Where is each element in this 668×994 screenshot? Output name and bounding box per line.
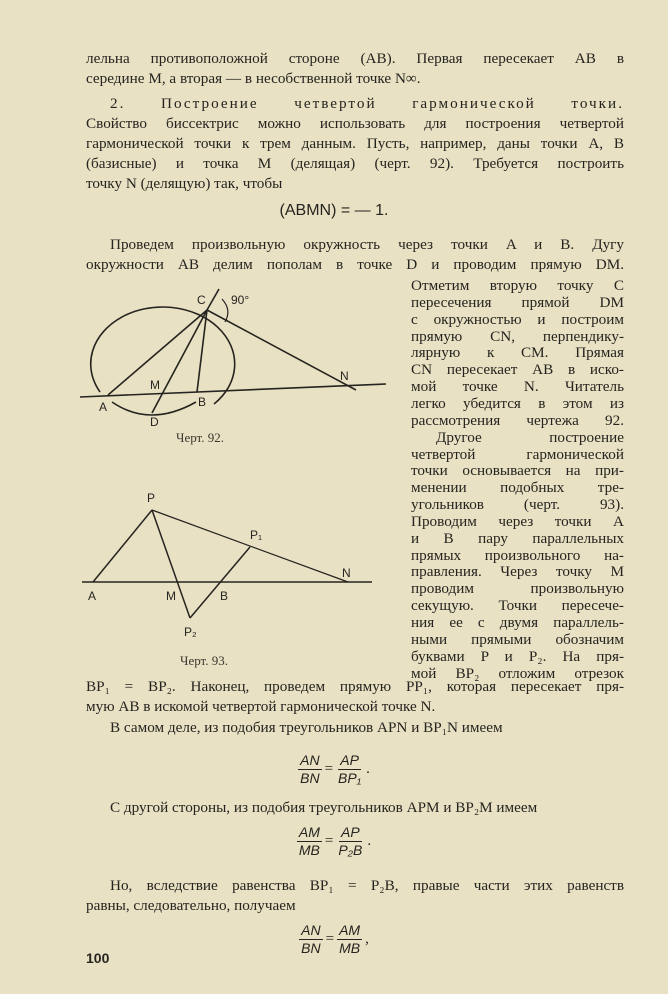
column-text-line: буквами P и P₂. На пря- <box>411 647 624 665</box>
column-text-line: менении подобных тре- <box>411 479 624 497</box>
equals-sign: = <box>325 931 335 947</box>
punctuation: . <box>367 833 372 849</box>
punctuation: . <box>366 761 370 777</box>
label-P2: P₂ <box>184 625 197 639</box>
label-D: D <box>150 415 159 429</box>
label-C: C <box>197 293 206 307</box>
numerator: AM <box>339 922 361 938</box>
denominator: MB <box>339 940 361 956</box>
text-line: В самом деле, из подобия треугольников APN и BP₁N имеем <box>110 719 503 736</box>
line-ab <box>80 384 386 397</box>
text-line: середине M, а вторая — в несобственной точке N∞. <box>86 70 421 87</box>
column-text-line: правления. Через точку M <box>411 563 624 581</box>
label-M: M <box>150 378 160 392</box>
text-line: гармонической точки к трем данным. Пусть, например, даны точки A, B <box>86 135 624 152</box>
figure-92-labels <box>99 293 349 429</box>
punctuation: , <box>365 931 369 947</box>
label-P1: P₁ <box>250 528 263 542</box>
text-line: равны, следовательно, получаем <box>86 897 296 914</box>
column-text-line: мой BP₂ отложим отрезок <box>411 664 624 682</box>
column-text-line: секущую. Точки пересече- <box>411 597 624 615</box>
text-line: окружности AB делим пополам в точке D и проводим прямую DM. <box>86 256 624 273</box>
denominator: P₂B <box>338 842 363 858</box>
label-A: A <box>99 400 108 414</box>
label-P: P <box>147 491 156 505</box>
equals-sign: = <box>324 761 334 777</box>
column-text-line: CN пересекает AB в иско- <box>411 361 624 379</box>
numerator: AM <box>298 824 320 840</box>
text-line: Но, вследствие равенства BP₁ = P₂B, правые части этих равенств <box>110 877 624 894</box>
equals-sign: = <box>324 833 334 849</box>
denominator: BN <box>301 940 321 956</box>
column-text-line: мой точке N. Читатель <box>411 378 624 396</box>
label-N: N <box>342 566 351 580</box>
formula-cross-ratio: (ABMN) = — 1. <box>279 202 389 219</box>
column-text-line: проводим произвольную <box>411 580 624 598</box>
figure-93-caption: Черт. 93. <box>180 653 229 668</box>
numerator: AP <box>341 824 360 840</box>
column-text-line: Отметим вторую точку C <box>411 277 624 294</box>
numerator: AN <box>300 752 320 768</box>
column-text-line: ными прямыми обозначим <box>411 630 624 648</box>
column-text-line: угольников (черт. 93). <box>411 496 624 514</box>
column-text-line: пересечения прямой DM <box>411 293 624 311</box>
column-text-line: четвертой гармонической <box>411 445 624 463</box>
text-line: Проведем произвольную окружность через точки A и B. Дугу <box>110 236 624 253</box>
text-line: С другой стороны, из подобия треугольников APM и BP₂M имеем <box>110 799 538 816</box>
label-B: B <box>198 395 207 409</box>
circle-arc <box>91 307 235 404</box>
label-A: A <box>88 589 97 603</box>
section-heading: 2. Построение четвертой гармонической точки. <box>110 95 624 112</box>
equation-2 <box>0 824 668 859</box>
denominator: BN <box>300 770 320 786</box>
figure-93-labels <box>88 491 351 639</box>
segment-cn <box>207 310 356 390</box>
column-text-line: точки основывается на при- <box>411 462 624 480</box>
label-M: M <box>166 589 176 603</box>
page-number: 100 <box>86 950 110 966</box>
text-line: Свойство биссектрис можно использовать для построения четвертой <box>86 115 624 132</box>
segment-pn <box>152 510 348 582</box>
column-text-line: прямых произвольного на- <box>411 546 624 564</box>
column-text-line: и B пару параллельных <box>411 529 624 547</box>
text-line: (базисные) и точка M (делящая) (черт. 92). Требуется построить <box>86 155 624 172</box>
numerator: AN <box>301 922 321 938</box>
numerator: AP <box>340 752 359 768</box>
column-text-line: легко убедится в этом из <box>411 394 624 412</box>
label-B: B <box>220 589 229 603</box>
column-text-line: лярную к CM. Прямая <box>411 344 624 362</box>
text-line: точку N (делящую) так, чтобы <box>86 175 283 192</box>
tick-c <box>207 289 219 310</box>
denominator: BP₁ <box>338 770 362 786</box>
text-line: BP₁ = BP₂. Наконец, проведем прямую PP₁, которая пересекает пря- <box>86 678 624 695</box>
label-angle: 90° <box>231 293 250 307</box>
column-text-line: ния ее с двумя параллель- <box>411 614 624 631</box>
column-text-line: с окружностью и построим <box>411 310 624 328</box>
denominator: MB <box>298 842 320 858</box>
figure-92 <box>80 289 386 415</box>
text-line: мую AB в искомой четвертой гармонической точке N. <box>86 698 436 715</box>
column-text-line: рассмотрения чертежа 92. <box>411 411 624 429</box>
equation-1 <box>0 752 668 787</box>
text-line: лельна противоположной стороне (AB). Первая пересекает AB в <box>86 50 624 67</box>
column-text-line: прямую CN, перпендику- <box>411 327 624 345</box>
column-text-line: Проводим через точки A <box>411 512 624 530</box>
segment-bc <box>197 310 207 392</box>
label-N: N <box>340 369 349 383</box>
column-text-line: Другое построение <box>436 428 624 446</box>
segment-ap <box>93 510 152 582</box>
figure-92-caption: Черт. 92. <box>176 430 225 445</box>
